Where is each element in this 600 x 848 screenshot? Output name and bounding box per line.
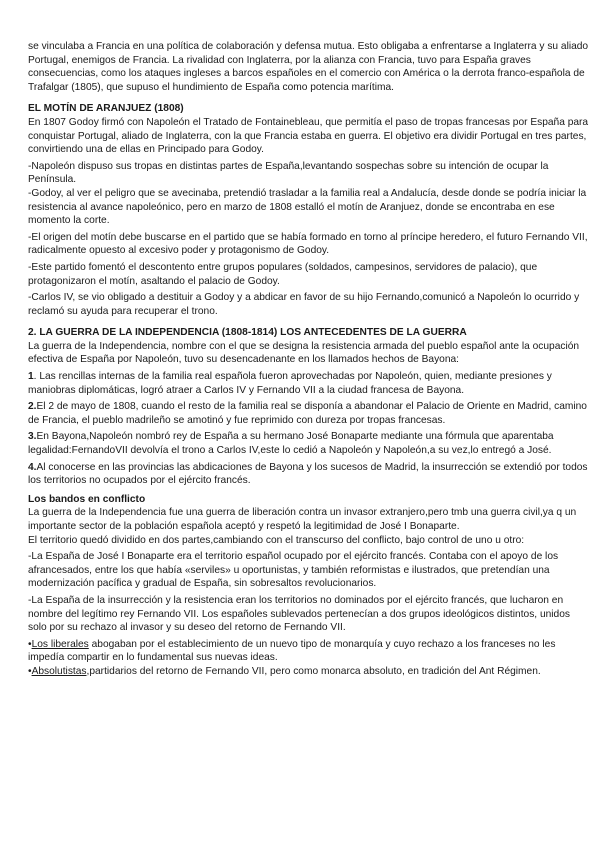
- motin-heading: EL MOTÍN DE ARANJUEZ (1808): [28, 103, 184, 115]
- bayona-item-1: [28, 370, 590, 397]
- term-liberales: Los liberales: [31, 638, 89, 650]
- bayona-item-3: [28, 430, 590, 457]
- motin-paragraph-1: En 1807 Godoy firmó con Napoleón el Tratado de Fontainebleau, que permitía el paso de tropas francesas por España para conquistar Portugal, aliado de Inglaterra, con la que Francia estaba en guerra. El objetivo era dividir Portugal en tres partes, convirtiendo una de ellas en Principado para Godoy.: [28, 116, 589, 156]
- item-number: 2.: [28, 401, 37, 413]
- bayona-item-4: [28, 461, 590, 488]
- motin-paragraph-2: -Napoleón dispuso sus tropas en distintas partes de España,levantando sospechas sobre su intención de ocupar la Península.: [28, 160, 549, 186]
- motin-paragraph-5: -Este partido fomentó el descontento entre grupos populares (soldados, campesinos, servidores de palacio), que protagonizaron el motín, asaltando el palacio de Godoy.: [28, 261, 538, 287]
- bullet-text: ,partidarios del retorno de Fernando VII, pero como monarca absoluto, en tradición del Ant Régimen.: [86, 665, 541, 677]
- item-number: 4.: [28, 461, 37, 473]
- item-text: En Bayona,Napoleón nombró rey de España a su hermano José Bonaparte mediante una fórmula que aparentaba legalidad:FernandoVII devolvía el trono a Carlos IV,este lo cedió a Napoleón y Napoleón,a su vez,lo entregó a José.: [28, 431, 554, 457]
- bullet-icon: •: [28, 638, 32, 650]
- bullet-absolutistas: [28, 665, 590, 679]
- bullet-liberales: [28, 638, 590, 665]
- motin-paragraph-4: -El origen del motín debe buscarse en el partido que se había formado en torno al príncipe heredero, el futuro Fernando VII, radicalmente opuesto al excesivo poder y protagonismo de Godoy.: [28, 231, 588, 257]
- bandos-paragraph-3: -La España de José I Bonaparte era el territorio español ocupado por el ejército francés. Contaba con el apoyo de los afrancesados, entre los que había «serviles» u oportunistas, y también reformistas e ilustrados, que pretendían una modernización pacífica y gradual de España, sin sobresaltos revolucionarios.: [28, 551, 559, 590]
- item-number: 3.: [28, 431, 37, 443]
- intro-paragraph: se vinculaba a Francia en una política de colaboración y defensa mutua. Esto obligaba a enfrentarse a Inglaterra y su aliado Portugal, enemigos de Francia. La rivalidad con Inglaterra, por la alianza con Francia, tuvo para España graves consecuencias, como los ataques ingleses a barcos españoles en el comercio con América o la derrota franco-española de Trafalgar (1805), que supuso el hundimiento de España como potencia marítima.: [28, 41, 589, 93]
- bayona-item-2: [28, 400, 590, 427]
- item-text: El 2 de mayo de 1808, cuando el resto de la familia real se disponía a abandonar el Palacio de Oriente en Madrid, camino de Francia, el pueblo madrileño se amotinó y fue reprimido con dureza por tropas francesas.: [28, 401, 587, 426]
- motin-paragraph-3: -Godoy, al ver el peligro que se avecinaba, pretendió trasladar a la familia real a Andalucía, desde donde se podría iniciar la resistencia al avance napoleónico, pero en marzo de 1808 estalló el motín de Aranjuez, donde se encontraba en ese momento la corte.: [28, 187, 587, 227]
- item-text: Al conocerse en las provincias las abdicaciones de Bayona y los sucesos de Madrid, la insurrección se extendió por todos los territorios no ocupados por el ejército francés.: [28, 461, 588, 487]
- bandos-paragraph-4: -La España de la insurrección y la resistencia eran los territorios no dominados por el ejército francés, que lucharon en nombre del legítimo rey Fernando VII. Los españoles sublevados pertenecían a dos grupos ideológicos distintos, unidos solo por su rechazo al invasor y su deseo del retorno de Fernando VII.: [28, 594, 570, 634]
- bullet-icon: •: [28, 665, 32, 677]
- item-text: . Las rencillas internas de la familia real española fueron aprovechadas por Napoleón, quien, mediante presiones y maniobras diplomáticas, logró atraer a Carlos IV y Fernando VII a la ciudad francesa de Bayona.: [28, 371, 552, 396]
- term-absolutistas: Absolutistas: [31, 665, 87, 677]
- bullet-text: abogaban por el establecimiento de un nuevo tipo de monarquía y cuyo rechazo a los franceses no les impedía compartir en lo fundamental sus nuevas ideas.: [28, 638, 556, 664]
- guerra-heading: 2. LA GUERRA DE LA INDEPENDENCIA (1808-1814) LOS ANTECEDENTES DE LA GUERRA: [28, 327, 467, 339]
- motin-paragraph-6: -Carlos IV, se vio obligado a destituir a Godoy y a abdicar en favor de su hijo Fernando,comunicó a Napoleón lo ocurrido y reclamó su ayuda para recuperar el trono.: [28, 292, 580, 317]
- document-content: [28, 40, 590, 679]
- guerra-intro: La guerra de la Independencia, nombre con el que se designa la resistencia armada del pueblo español ante la ocupación efectiva de España por Napoleón, tuvo su desencadenante en los llamados hechos de Bayona:: [28, 340, 580, 366]
- bandos-heading: Los bandos en conflicto: [28, 493, 146, 505]
- bandos-paragraph-2: El territorio quedó dividido en dos partes,cambiando con el transcurso del conflicto, bajo control de uno u otro:: [28, 534, 525, 546]
- bandos-paragraph-1: La guerra de la Independencia fue una guerra de liberación contra un invasor extranjero,pero tmb una guerra civil,ya q un importante sector de la población española aceptó y respetó la legitimidad de José I Bonaparte.: [28, 507, 577, 532]
- item-number: 1: [28, 371, 34, 383]
